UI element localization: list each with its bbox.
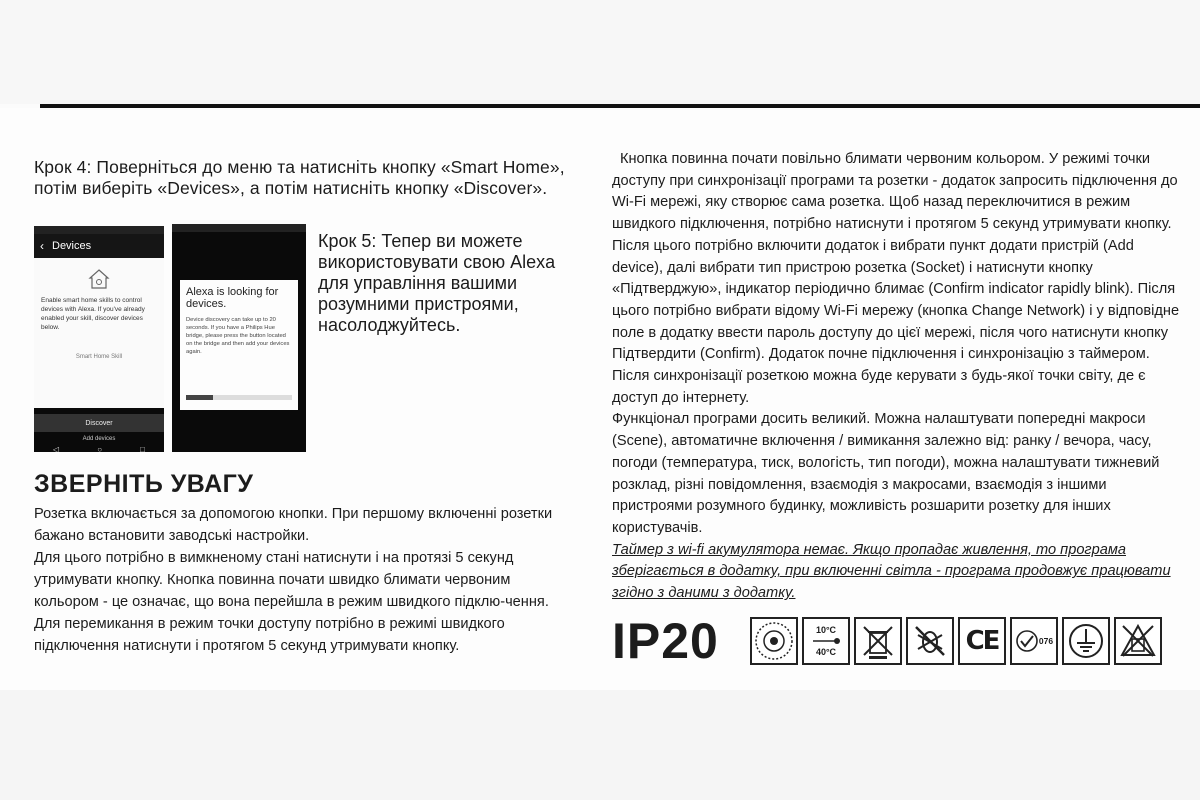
- top-margin: [0, 0, 1200, 104]
- discovery-text: Device discovery can take up to 20 seconds. If you have a Philips Hue bridge, please press the button located on the bridge and then add your devices again.: [186, 317, 290, 355]
- smart-home-skill-link[interactable]: Smart Home Skill: [75, 354, 123, 360]
- instructions-paragraph-1: Кнопка повинна почати повільно блимати червоним кольором. У режимі точки доступу при синхронізації програми та розетки - додаток запросить підключення до Wi-Fi мережі, яку створює сама розетка. Щоб назад переключитися в режим швидкого підключення, потрібно натиснути і протягом 5 секунд утримувати кнопку. Після цього потрібно включити додаток і вибрати пункт додати пристрій (Add device), далі вибрати тип пристрою розетка (Socket) і натиснути кнопку «Підтверджую», індикатор періодично блимає (Confirm indicator rapidly blink). Після цього потрібно вибрати відому Wi-Fi мережу (кнопка Change Network) і у відповідне поле в додатку ввести пароль доступу до цієї мережі, після чого натиснути кнопку Підтвердити (Confirm). Додаток почне підключення і синхронізацію з таймером. Після синхронізації розеткою можна буде керувати з будь-якої точки світу, де є доступ до інтернету.: [612, 151, 1180, 406]
- weee-bin-icon: [854, 617, 902, 665]
- thermometer-icon: [811, 636, 841, 646]
- temp-high: 10°C: [815, 625, 837, 635]
- conformity-mark-icon: [1010, 617, 1058, 665]
- conformity-code: 076: [1038, 636, 1054, 646]
- certification-symbols: [750, 617, 1162, 665]
- temp-low: 40°C: [815, 647, 837, 657]
- nav-home-icon[interactable]: ○: [97, 444, 103, 452]
- earth-ground-icon: [1062, 617, 1110, 665]
- attention-body: [34, 503, 579, 657]
- no-household-waste-icon: [1114, 617, 1162, 665]
- ce-mark-text: CE: [965, 626, 999, 656]
- discover-button[interactable]: Discover: [34, 414, 164, 432]
- attention-paragraph-2: Для цього потрібно в вимкненому стані натиснути і на протязі 5 секунд утримувати кнопку. Кнопка повинна почати швидко блимати червоним кольором - це означає, що вона перейшла в режим швидкого підклю-чення. Для перемикання в режим точки доступу потрібно в режимі швидкого підключення натиснути і протягом 5 секунд утримувати кнопку.: [34, 550, 549, 654]
- temperature-range-icon: [802, 617, 850, 665]
- add-devices-link[interactable]: Add devices: [82, 436, 116, 442]
- back-arrow-icon: ‹: [40, 239, 44, 253]
- app-header: [34, 234, 164, 258]
- phone-screenshot-discovery: [172, 224, 306, 452]
- phone-screenshot-devices: [34, 226, 164, 452]
- status-bar: [172, 224, 306, 232]
- devices-panel: [34, 258, 164, 408]
- discovery-dialog: [180, 280, 298, 410]
- step-4-text: Крок 4: Поверніться до меню та натисніть кнопку «Smart Home», потім виберіть «Devices», а потім натисніть кнопку «Discover».: [34, 157, 565, 198]
- ip-rating: IP20: [612, 613, 719, 669]
- bottom-margin: [0, 690, 1200, 800]
- instructions-column: [612, 149, 1182, 605]
- no-pests-icon: [906, 617, 954, 665]
- phone-nav-bar: [34, 442, 164, 452]
- nav-back-icon[interactable]: ◁: [53, 444, 60, 452]
- attention-paragraph-1: Розетка включається за допомогою кнопки. При першому включенні розетки бажано встановити заводські настройки.: [34, 506, 553, 544]
- attention-heading: ЗВЕРНІТЬ УВАГУ: [34, 470, 254, 498]
- nav-recent-icon[interactable]: □: [140, 444, 145, 452]
- instructions-paragraph-2: Функціонал програми досить великий. Можна налаштувати попередні макроси (Scene), автоматичне включення / вимикання залежно від: ранку / вечора, часу, погоди (температура, тиск, вологість, тип погоди), можна налаштувати тижневий розклад, різні повідомлення, взаємодія з макросами, взаємодія з іншими пристроями розумного будинку, можливість розшарити розетку для інших користувачів.: [612, 411, 1160, 536]
- devices-instructions: Enable smart home skills to control devices with Alexa. If you've already enabled your skill, discover devices below.: [41, 297, 145, 331]
- discovery-progress-fill: [186, 395, 213, 400]
- status-bar: [34, 226, 164, 234]
- battery-note: Таймер з wi-fi акумулятора немає. Якщо пропадає живлення, то програма зберігається в додатку, при включенні світла - програма продовжує працювати згідно з даними з додатку.: [612, 541, 1171, 602]
- app-header-title: Devices: [52, 240, 92, 252]
- ce-mark-icon: [958, 617, 1006, 665]
- warranty-seal-icon: [750, 617, 798, 665]
- discovery-progress-bar: [186, 395, 292, 400]
- step-5-text: Крок 5: Тепер ви можете використовувати свою Alexa для управління вашими розумними пристроями, насолоджуйтесь.: [318, 231, 556, 335]
- smart-home-icon: [88, 268, 110, 290]
- discovery-title: Alexa is looking for devices.: [186, 286, 279, 310]
